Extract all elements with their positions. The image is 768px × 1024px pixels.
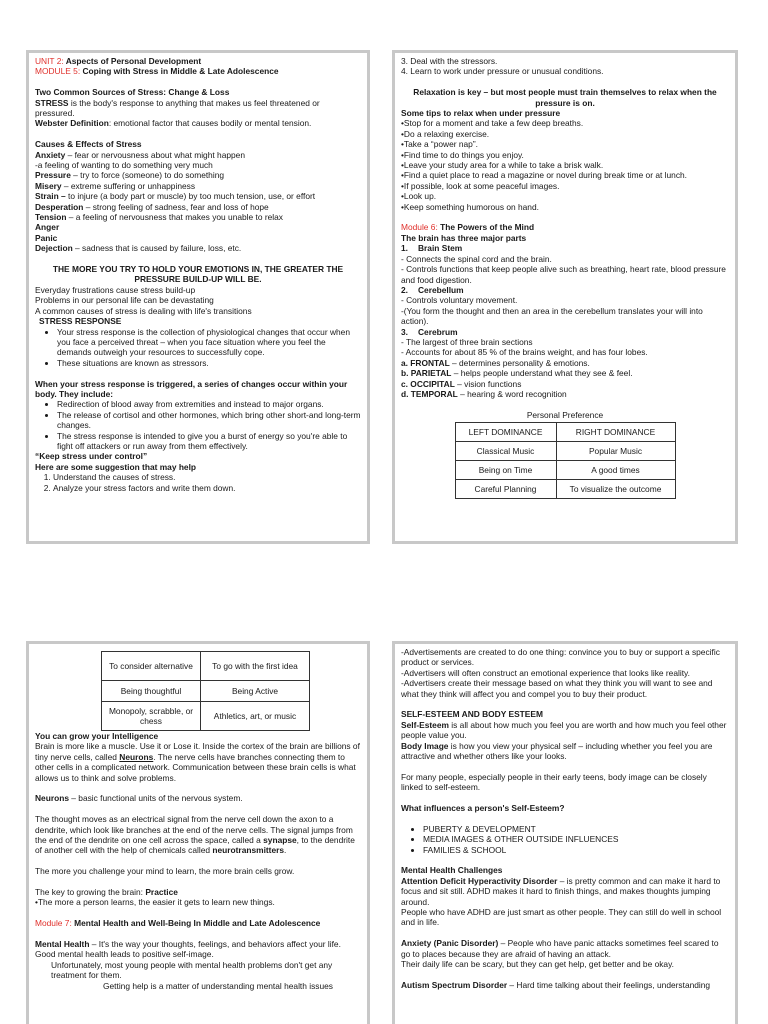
caps-statement: THE MORE YOU TRY TO HOLD YOUR EMOTIONS IN, THE GREATER THE PRESSURE BUILD-UP WILL BE. <box>52 264 344 285</box>
list-item: • MEDIA IMAGES & OTHER OUTSIDE INFLUENCES <box>423 834 729 844</box>
tip-item: •Find time to do things you enjoy. <box>401 149 524 160</box>
body-image-definition: Body Image is how you view your physical self – including whether you feel you are attractive and whether others like your looks. <box>401 740 713 762</box>
grow-heading: You can grow your Intelligence <box>35 731 159 741</box>
anxiety-line: Their daily life can be scary, but they can get help, get better and be okay. <box>401 959 674 970</box>
influences-heading: What influences a person's Self-Esteem? <box>401 803 565 814</box>
brain-stem-line: - Controls functions that keep people alive such as breathing, heart rate, blood pressure and food digestion. <box>401 264 726 285</box>
list-item: • The stress response is intended to give you a burst of energy so you're able to fight off attackers or run away from them effectively. <box>57 431 361 452</box>
mental-health-definition: Mental Health – It's the way your thoughts, feelings, and behaviors affect your life. Good mental health leads to positive self-image. <box>35 939 341 960</box>
ads-line: -Advertisers create their message based on what they think you will want to see and what they think will affect you and compel you to buy their product. <box>401 678 713 699</box>
influences-list <box>401 824 729 855</box>
table-cell: Popular Music <box>556 442 675 461</box>
table-row <box>455 461 675 480</box>
preference-table <box>455 422 676 499</box>
term-strain: Strain – to injure (a body part or muscle) by too much tension, use, or effort <box>35 191 316 202</box>
table-cell: LEFT DOMINANCE <box>455 423 556 442</box>
table-cell: Classical Music <box>455 442 556 461</box>
preference-table-continued <box>101 651 310 731</box>
term-anger: Anger <box>35 222 60 233</box>
line-frustrations: Everyday frustrations cause stress build-up <box>35 284 196 295</box>
self-esteem-definition: Self-Esteem is all about how much you feel you are worth and how much you feel other people value you. <box>401 719 727 741</box>
lobe-occipital: c. OCCIPITAL – vision functions <box>401 378 522 389</box>
term-panic: Panic <box>35 232 58 243</box>
tip-item: •Stop for a moment and take a few deep breaths. <box>401 118 584 129</box>
tips-heading: Some tips to relax when under pressure <box>401 108 561 119</box>
challenges-heading: Mental Health Challenges <box>401 865 503 876</box>
cerebrum-line: - The largest of three brain sections <box>401 336 533 347</box>
triggered-list <box>35 399 361 451</box>
table-cell: Being Active <box>201 681 310 702</box>
cerebrum-heading: 3. Cerebrum <box>401 326 458 337</box>
table-row <box>455 423 675 442</box>
list-item: 1. Understand the causes of stress. <box>53 472 361 482</box>
stress-definition: STRESS is the body's response to anything that makes us feel threatened or pressured. <box>35 97 320 119</box>
tip-item: •Keep something humorous on hand. <box>401 201 539 212</box>
pref-caption: Personal Preference <box>526 409 604 420</box>
triggered-heading: When your stress response is triggered, a series of changes occur within your body. They include: <box>35 378 348 399</box>
table-cell: Careful Planning <box>455 480 556 499</box>
module-heading: MODULE 5: Coping with Stress in Middle & Late Adolescence <box>35 66 279 77</box>
key-line: The key to growing the brain: Practice <box>35 887 178 898</box>
tip-item: •Look up. <box>401 191 437 202</box>
cerebellum-line: - Controls voluntary movement. <box>401 295 518 306</box>
causes-heading: Causes & Effects of Stress <box>35 139 142 150</box>
unit-heading: UNIT 2: Aspects of Personal Development <box>35 56 202 66</box>
ads-line: -Advertisements are created to do one thing: convince you to buy or support a specific product or services. <box>401 647 720 668</box>
lobe-frontal: a. FRONTAL – determines personality & emotions. <box>401 357 590 368</box>
mental-health-line: Unfortunately, most young people with mental health problems don't get any treatment for them. <box>51 959 333 981</box>
stress-response-heading: STRESS RESPONSE <box>39 316 122 327</box>
teens-line: For many people, especially people in their early teens, body image can be closely linked to self-esteem. <box>401 771 707 793</box>
page-panel-1 <box>26 50 370 544</box>
table-cell: To go with the first idea <box>201 652 310 681</box>
page-panel-4 <box>392 641 738 1024</box>
grow-paragraph: Brain is more like a muscle. Use it or Lose it. Inside the cortex of the brain are billions of tiny nerve cells, called Neurons. The nerve cells have branches connecting them to other cells in a complicated network. Communication between these brain cells is what allows us to think and solve problems. <box>35 741 360 783</box>
table-row <box>102 702 310 731</box>
page-panel-3 <box>26 641 370 1024</box>
table-cell: A good times <box>556 461 675 480</box>
term-dejection: Dejection – sadness that is caused by failure, loss, etc. <box>35 243 242 254</box>
term-misery: Misery – extreme suffering or unhappiness <box>35 180 196 191</box>
term-desperation: Desperation – strong feeling of sadness, fear and loss of hope <box>35 201 269 212</box>
tip-item: •Do a relaxing exercise. <box>401 128 490 139</box>
line-problems: Problems in our personal life can be devastating <box>35 295 214 306</box>
table-cell: To visualize the outcome <box>556 480 675 499</box>
neurons-definition: Neurons – basic functional units of the nervous system. <box>35 793 243 804</box>
self-esteem-heading: SELF-ESTEEM AND BODY ESTEEM <box>401 709 543 720</box>
brain-stem-heading: 1. Brain Stem <box>401 243 463 254</box>
relax-heading: Relaxation is key – but most people must train themselves to relax when the pressure is on. <box>413 87 717 108</box>
sources-heading: Two Common Sources of Stress: Change & Loss <box>35 87 230 98</box>
term-pressure: Pressure – try to force (someone) to do something <box>35 170 225 181</box>
table-row <box>102 681 310 702</box>
table-row <box>102 652 310 681</box>
table-cell: Being thoughtful <box>102 681 201 702</box>
table-cell: Monopoly, scrabble, or chess <box>102 702 201 731</box>
list-item: • PUBERTY & DEVELOPMENT <box>423 824 729 834</box>
table-cell: Athletics, art, or music <box>201 702 310 731</box>
autism-definition: Autism Spectrum Disorder – Hard time talking about their feelings, understanding <box>401 979 711 990</box>
list-item: • FAMILIES & SCHOOL <box>423 845 729 855</box>
suggestion-heading: Here are some suggestion that may help <box>35 461 197 472</box>
cerebrum-line: - Accounts for about 85 % of the brains weight, and has four lobes. <box>401 347 648 358</box>
table-cell: To consider alternative <box>102 652 201 681</box>
brain-parts: The brain has three major parts <box>401 232 527 243</box>
list-item: • These situations are known as stressors. <box>57 358 361 368</box>
lobe-parietal: b. PARIETAL – helps people understand what they see & feel. <box>401 368 633 379</box>
tip-item: •Take a “power nap”. <box>401 139 478 150</box>
challenge-line: The more you challenge your mind to learn, the more brain cells grow. <box>35 866 295 877</box>
lobe-temporal: d. TEMPORAL – hearing & word recognition <box>401 388 567 399</box>
page-panel-2 <box>392 50 738 544</box>
tip-item: •Find a quiet place to read a magazine or novel during break time or at lunch. <box>401 170 687 181</box>
key-line-2: •The more a person learns, the easier it gets to learn new things. <box>35 897 275 908</box>
stress-response-list <box>35 327 361 369</box>
cerebellum-heading: 2. Cerebellum <box>401 284 464 295</box>
suggestion-list <box>35 472 361 493</box>
term-anxiety-2: -a feeling of wanting to do something very much <box>35 160 213 171</box>
tip-item: •Leave your study area for a while to take a brisk walk. <box>401 160 604 171</box>
line-common: A common causes of stress is dealing with life's transitions <box>35 305 252 316</box>
tip-item: •If possible, look at some peaceful images. <box>401 180 560 191</box>
table-row <box>455 442 675 461</box>
term-anxiety: Anxiety – fear or nervousness about what might happen <box>35 149 245 160</box>
step-3: 3. Deal with the stressors. <box>401 56 498 66</box>
thought-paragraph: The thought moves as an electrical signal from the nerve cell down the axon to a dendrite, which look like branches at the end of the nerve cells. The signal jumps from the end of the dendrite on one cell across the space, called a synapse, to the dendrite of another cell with the help of chemicals called neurotransmitters. <box>35 814 355 856</box>
module7-heading: Module 7: Mental Health and Well-Being In Middle and Late Adolescence <box>35 918 321 929</box>
table-cell: RIGHT DOMINANCE <box>556 423 675 442</box>
adhd-definition: Attention Deficit Hyperactivity Disorder – is pretty common and can make it hard to focus and sit still. ADHD makes it hard to finish things, and makes thoughts jumping around. <box>401 875 721 907</box>
list-item: • Your stress response is the collection of physiological changes that occur when you face a perceived threat – when you face situation where you feel the demands outweigh your resources to successfully cope. <box>57 327 361 358</box>
mental-health-line: Getting help is a matter of understanding mental health issues <box>103 980 333 991</box>
step-4: 4. Learn to work under pressure or unusual conditions. <box>401 66 604 77</box>
table-cell: Being on Time <box>455 461 556 480</box>
table-row <box>455 480 675 499</box>
keep-stress: “Keep stress under control” <box>35 451 148 462</box>
list-item: • The release of cortisol and other hormones, which bring other short-and long-term changes. <box>57 410 361 431</box>
brain-stem-line: - Connects the spinal cord and the brain. <box>401 253 552 264</box>
list-item: 2. Analyze your stress factors and write them down. <box>53 483 361 493</box>
ads-line: -Advertisers will often construct an emotional experience that looks like reality. <box>401 667 690 678</box>
list-item: • Redirection of blood away from extremities and instead to major organs. <box>57 399 361 409</box>
adhd-line: People who have ADHD are just smart as other people. They can still do well in school and in life. <box>401 907 722 928</box>
webster-definition: Webster Definition: emotional factor that causes bodily or mental tension. <box>35 118 312 129</box>
module6-heading: Module 6: The Powers of the Mind <box>401 222 535 233</box>
term-tension: Tension – a feeling of nervousness that makes you unable to relax <box>35 212 283 223</box>
anxiety-definition: Anxiety (Panic Disorder) – People who have panic attacks sometimes feel scared to go to places because they are afraid of having an attack. <box>401 938 719 959</box>
cerebellum-line: -(You form the thought and then an area in the cerebellum translates your will into action). <box>401 305 703 327</box>
